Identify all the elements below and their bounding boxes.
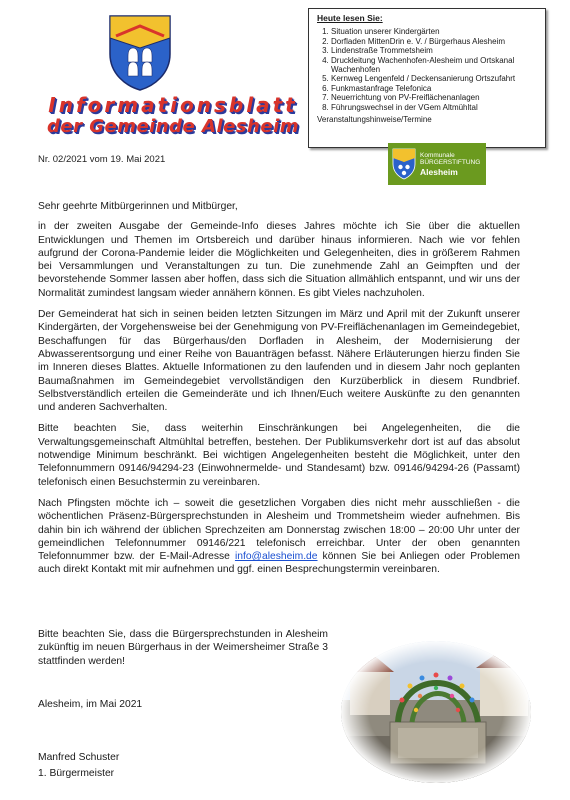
contents-item: 8. Führungswechsel in der VGem Altmühltal [331,103,539,112]
paragraph-3: Bitte beachten Sie, dass weiterhin Einschränkungen bei Angelegenheiten, die die Verwaltungsgemeinschaft Altmühltal betreffen, bestehen. Der Publikumsverkehr dort ist auf das absolut notwendige Minimum beschränkt. Bei wichtigen Angelegenheiten besteht die Möglichkeit, unter den Telefonnummern 09146/94294-23 (Einwohnermelde- und Standesamt) bzw. 09146/94294-26 (Passamt) telefonisch einen Besuchstermin zu vereinbaren. [38,423,520,488]
badge-line-3: Alesheim [420,166,458,177]
signer-title: 1. Bürgermeister [38,768,115,779]
mini-crest-icon [392,148,416,180]
contents-heading: Heute lesen Sie: [317,13,383,23]
issue-number: Nr. 02/2021 vom 19. Mai 2021 [38,154,166,165]
contents-item: 4. Druckleitung Wachenhofen-Alesheim und Ortskanal Wachenhofen [331,56,539,75]
paragraph-4-part-1: Nach Pfingsten möchte ich – soweit die gesetzlichen Vorgaben dies nicht mehr ausschließen - die wöchentlichen Präsenz-Bürgersprechstunden in Alesheim und Trommetsheim wieder aufnehmen. Bis dahin bin ich während der üblichen Sprechzeiten am Donnerstag zwischen 18:00 – 20:00 Uhr unter der gemeindlichen Telefonnummer 09146/221 telefonisch erreichbar. Unter der oben genannten Telefonnummer bzw. der E-Mail-Adresse [38,497,520,563]
signature-block [38,750,119,782]
contents-item: 1. Situation unserer Kindergärten [331,27,539,36]
paragraph-1: in der zweiten Ausgabe der Gemeinde-Info dieses Jahres möchte ich Sie über die aktuellen Entwicklungen und Themen im Ortsbereich und darüber hinaus informieren. Nach wie vor fehlen aufgrund der Corona-Pandemie leider die Möglichkeiten und Gelegenheiten, dies in größerem Rahmen bei Versammlungen und Veranstaltungen zu tun. Die zunehmende Zahl an Geimpften und der bevorstehende Sommer lassen aber hoffen, dass sich die Situation allmählich entspannt, und wir uns der Normalität zumindest langsam wieder annähern können. Es gibt Vieles nachzuholen. [38,221,520,299]
buergerstiftung-logo [388,143,486,185]
contents-item: 6. Funkmastanfrage Telefonica [331,84,539,93]
easter-fountain-photo [340,640,532,784]
badge-line-1: Kommunale [420,151,455,159]
newsletter-masthead [38,94,308,138]
salutation: Sehr geehrte Mitbürgerinnen und Mitbürger, [38,201,238,212]
place-date: Alesheim, im Mai 2021 [38,699,143,710]
contents-item: 3. Lindenstraße Trommetsheim [331,46,539,55]
letter-body [38,200,520,585]
paragraph-4 [38,497,520,577]
badge-line-2: BÜRGERSTIFTUNG [420,159,481,166]
contents-item: 7. Neuerrichtung von PV-Freiflächenanlagen [331,93,539,102]
contents-item: 2. Dorfladen MittenDrin e. V. / Bürgerhaus Alesheim [331,37,539,46]
office-hours-note: Bitte beachten Sie, dass die Bürgersprechstunden in Alesheim zukünftig im neuen Bürgerhaus in der Weimersheimer Straße 3 stattfinden werden! [38,629,328,667]
paragraph-4-part-2: können Sie bei Anliegen oder Problemen auch direkt Kontakt mit mir aufnehmen und ggf. einen Besprechungstermin vereinbaren. [38,551,520,576]
letter-closing [38,628,328,779]
contents-box [308,8,546,148]
masthead-title: Informationsblatt [48,93,298,117]
masthead-subtitle: der Gemeinde Alesheim [47,116,299,137]
contents-extra: Veranstaltungshinweise/Termine [317,115,432,125]
email-link[interactable]: info@alesheim.de [234,551,318,563]
contents-list [317,27,539,112]
contents-item: 5. Kernweg Lengenfeld / Deckensanierung Ortszufahrt [331,74,539,83]
municipal-crest-icon [108,14,172,92]
paragraph-2: Der Gemeinderat hat sich in seinen beiden letzten Sitzungen im März und April mit der Zukunft unserer Kindergärten, der Vorgehensweise bei der Genehmigung von PV-Freiflächenanlagen im Gemeindegebiet, Beschaffungen für das Bürgerhaus/den Dorfladen in Alesheim, der Modernisierung der Abwasserentsorgung und einer Reihe von Bauanträgen befasst. Nähere Erläuterungen hierzu finden Sie im Inneren dieses Blattes. Aktuelle Informationen zu den laufenden und in diesem Jahr noch geplanten Baumaßnahmen im Gemeindegebiet vervollständigen den Kurzüberblick in diesem Rundbrief. Selbstverständlich erteilen die Gemeinderäte und ich Ihnen/Euch weitere Auskünfte zu den genannten und anderen Sachverhalten. [38,309,520,414]
signer-name: Manfred Schuster [38,752,120,763]
